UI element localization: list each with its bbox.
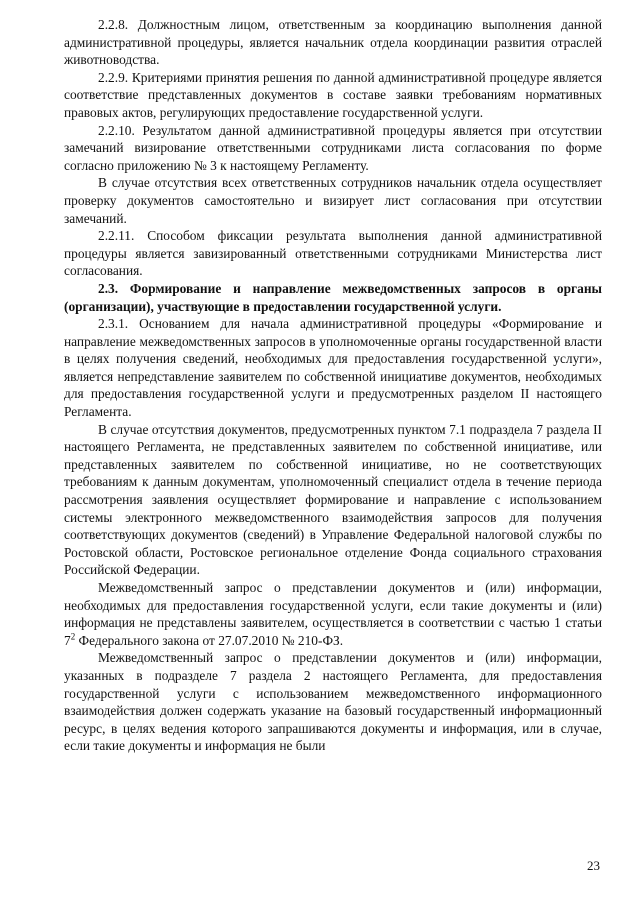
paragraph-2-2-11: 2.2.11. Способом фиксации результата выполнения данной административной процедуры является завизированный ответственными сотрудниками Министерства лист согласования. [64, 228, 602, 279]
request-text-end: Федерального закона от 27.07.2010 № 210-ФЗ. [75, 632, 344, 648]
paragraph-2-3-1: 2.3.1. Основанием для начала административной процедуры «Формирование и направление межведомственных запросов в уполномоченные органы государственной власти в целях получения сведений, необходимых для предоставления государственной услуги», является непредставление заявителем по собственной инициативе документов, необходимых для предоставления государственной услуги и предусмотренных разделом II настоящего Регламента. [64, 316, 602, 420]
paragraph-2-3-1-request [64, 579, 602, 649]
paragraph-2-2-9: 2.2.9. Критериями принятия решения по данной административной процедуре является соответствие представленных документов в составе заявки требованиям нормативных правовых актов, регулирующих предоставление государственной услуги. [64, 69, 602, 120]
section-heading-2-3: 2.3. Формирование и направление межведомственных запросов в органы (организации), участвующие в предоставлении государственной услуги. [64, 280, 602, 314]
paragraph-2-3-1-request-content: Межведомственный запрос о представлении документов и (или) информации, указанных в подразделе 7 раздела 2 настоящего Регламента, для предоставления государственной услуги с использованием межведомственного информационного взаимодействия должен содержать указание на базовый государственный информационный ресурс, в целях ведения которого запрашиваются документы и информация, или в случае, если такие документы и информация не были [64, 650, 602, 754]
paragraph-2-2-10: 2.2.10. Результатом данной административной процедуры является при отсутствии замечаний визирование ответственными сотрудниками листа согласования по форме согласно приложению № 3 к настоящему Регламенту. [64, 122, 602, 173]
paragraph-2-2-8: 2.2.8. Должностным лицом, ответственным за координацию выполнения данной административной процедуры, является начальник отдела координации развития отраслей животноводства. [64, 17, 602, 68]
paragraph-2-2-10-continued: В случае отсутствия всех ответственных сотрудников начальник отдела осуществляет проверку документов самостоятельно и визирует лист согласования при отсутствии замечаний. [64, 175, 602, 226]
paragraph-2-3-1-absent-documents: В случае отсутствия документов, предусмотренных пунктом 7.1 подраздела 7 раздела II настоящего Регламента, не представленных заявителем по собственной инициативе, или представленных заявителем по собственной инициативе, но не соответствующих требованиям к данным документам, уполномоченный специалист отдела в течение периода рассмотрения заявления осуществляет формирование и направление с использованием системы электронного межведомственного взаимодействия запросов для получения соответствующих документов (сведений) в Управление Федеральной налоговой службы по Ростовской области, Ростовское региональное отделение Фонда социального страхования Российской Федерации. [64, 421, 602, 578]
request-text-start: Межведомственный запрос о представлении документов и (или) информации, необходимых для предоставления государственной услуги, если такие документы и (или) информация не представлены заявителем, осуществляется в соответствии с частью 1 статьи 7 [64, 580, 602, 648]
document-body [64, 16, 602, 755]
page-number: 23 [587, 858, 600, 873]
superscript: 2 [70, 631, 76, 642]
